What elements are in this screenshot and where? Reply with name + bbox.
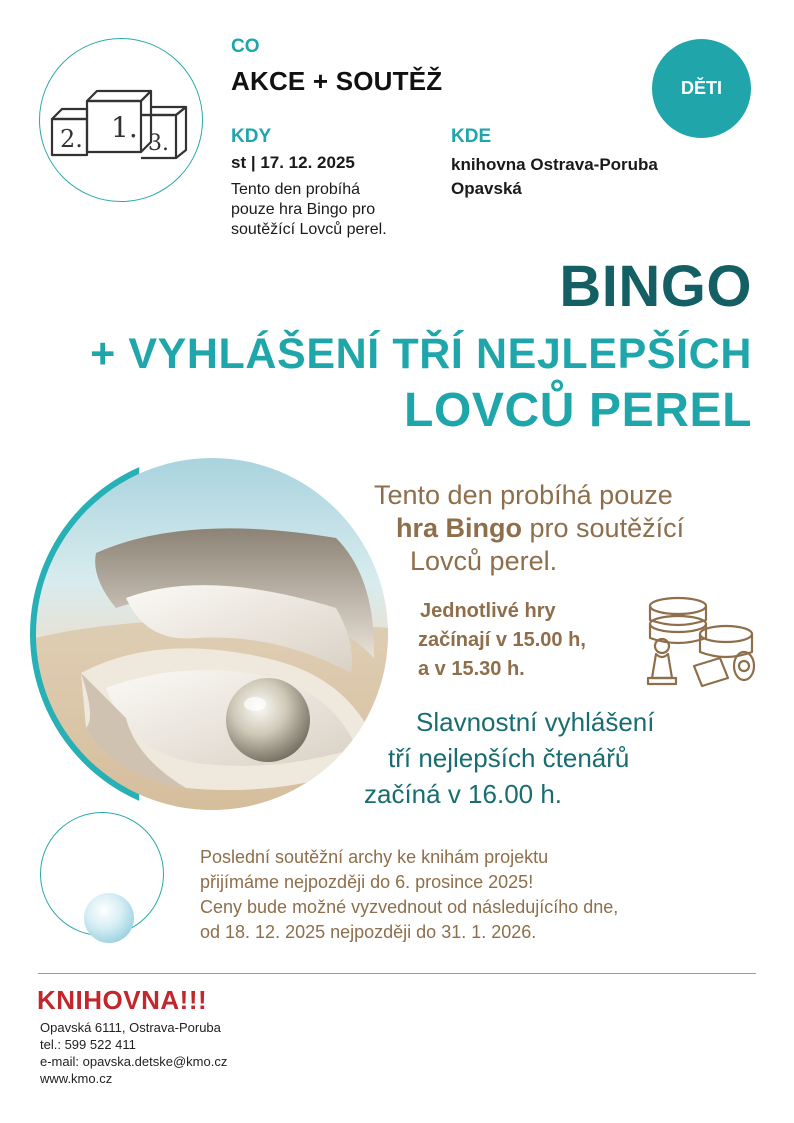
info-paragraph-2 — [418, 597, 586, 684]
svg-text:3.: 3. — [148, 131, 169, 156]
info1-line1: Tento den probíhá pouze — [374, 480, 673, 510]
library-logo: KNIHOVNA!!! — [37, 985, 208, 1015]
podium-icon — [38, 37, 202, 201]
info1-bold: hra Bingo — [396, 513, 522, 543]
event-type: AKCE + SOUTĚŽ — [231, 66, 443, 96]
small-pearl-image — [84, 893, 134, 943]
heading-announcement: + VYHLÁŠENÍ TŘÍ NEJLEPŠÍCH — [90, 330, 752, 378]
kde-label: KDE — [451, 126, 492, 147]
location-line-2: Opavská — [451, 179, 522, 198]
co-label: CO — [231, 36, 260, 57]
notice-line-4: od 18. 12. 2025 nejpozději do 31. 1. 2026. — [200, 922, 537, 942]
contact-phone: tel.: 599 522 411 — [40, 1037, 136, 1052]
location-line-1: knihovna Ostrava-Poruba — [451, 155, 658, 174]
notice-line-3: Ceny bude možné vyzvednout od následujícího dne, — [200, 897, 619, 917]
event-date-note: Tento den probíhá pouze hra Bingo pro soutěžící Lovců perel. — [231, 181, 387, 238]
contact-info — [40, 1019, 227, 1087]
game-pieces-icon — [636, 594, 760, 695]
contact-address: Opavská 6111, Ostrava-Poruba — [40, 1020, 221, 1035]
info3-line2: tří nejlepších čtenářů — [388, 743, 630, 773]
footer-divider — [38, 973, 756, 974]
audience-badge: DĚTI — [652, 39, 751, 138]
heading-bingo: BINGO — [559, 254, 752, 319]
contact-web[interactable]: www.kmo.cz — [40, 1071, 113, 1086]
info3-line3: začíná v 16.00 h. — [364, 779, 563, 809]
notice-line-2: přijímáme nejpozději do 6. prosince 2025! — [200, 872, 534, 892]
info2-line1: Jednotlivé hry — [420, 600, 556, 622]
event-location — [451, 153, 658, 201]
contact-email[interactable]: e-mail: opavska.detske@kmo.cz — [40, 1054, 228, 1069]
svg-text:1.: 1. — [111, 111, 138, 144]
info3-line1: Slavnostní vyhlášení — [416, 707, 655, 737]
heading-pearl-hunters: LOVCŮ PEREL — [404, 384, 752, 437]
notice-line-1: Poslední soutěžní archy ke knihám projektu — [200, 847, 549, 867]
info-paragraph-1 — [372, 479, 762, 578]
svg-text:2.: 2. — [60, 125, 83, 153]
info2-line3: a v 15.30 h. — [418, 658, 525, 680]
info-paragraph-3 — [360, 704, 760, 812]
deadline-notice — [200, 845, 760, 945]
oyster-pearl-image — [36, 458, 388, 810]
info1-line3: Lovců perel. — [410, 546, 558, 576]
podium-circle — [39, 38, 203, 202]
info1-part2: pro soutěžící — [529, 513, 685, 543]
info2-line2: začínají v 15.00 h, — [418, 629, 586, 651]
event-date: st | 17. 12. 2025 — [231, 153, 355, 172]
kdy-label: KDY — [231, 126, 272, 147]
